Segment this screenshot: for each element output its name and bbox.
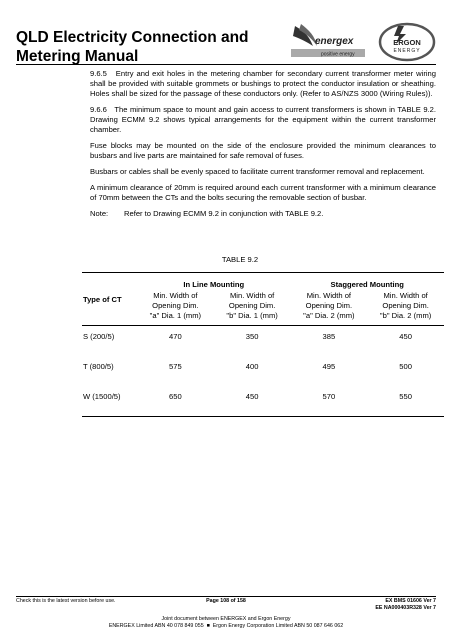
footer-divider [16, 596, 436, 597]
document-id-ergon: EE NA000403R328 Ver 7 [375, 605, 436, 611]
note-text: Refer to Drawing ECMM 9.2 in conjunction with TABLE 9.2. [124, 209, 324, 218]
table-cell: 550 [399, 392, 412, 401]
table-row [82, 326, 444, 357]
column-header-line: Opening Dim. [305, 301, 353, 310]
staggered-mounting-header: Staggered Mounting [330, 279, 404, 289]
energex-tagline: positive energy [321, 51, 355, 58]
paragraph-9-6-5: 9.6.5 Entry and exit holes in the metering chamber for secondary current transformer meter wiring shall be provided with suitable grommets or bushings to protect the conductor insulation or sheathing. Holes shall be sized for the passage of these conductors only. (Refer to AS/NZS 3000 (Wiring Rules)). [90, 69, 436, 98]
ergon-energy-logo [376, 22, 438, 62]
column-header-line: Min. Width of [306, 291, 352, 300]
table-cell: 470 [137, 326, 214, 357]
in-line-mounting-header: In Line Mounting [183, 279, 245, 289]
column-header-line: "b" Dia. 2 (mm) [379, 311, 432, 320]
header-divider [16, 64, 436, 65]
note [90, 209, 436, 219]
document-id-energex: EX BMS 01606 Ver 7 [385, 598, 436, 604]
type-of-ct-header: Type of CT [83, 294, 122, 304]
ct-type-cell: S (200/5) [82, 326, 137, 357]
joint-document-note: Joint document between ENERGEX and Ergon Energy [161, 616, 291, 622]
table-row [82, 356, 444, 386]
title-line-2: Metering Manual [16, 48, 139, 65]
ergon-wordmark: ERGON [393, 38, 421, 47]
ct-type-cell: W (1500/5) [83, 392, 121, 401]
title-line-1: QLD Electricity Connection and [16, 29, 249, 46]
table-cell: 500 [399, 362, 412, 371]
column-header-line: Opening Dim. [152, 301, 199, 310]
footer-row [16, 598, 436, 605]
page-title [16, 28, 276, 66]
version-check-note: Check this is the latest version before use. [16, 598, 116, 604]
column-header-line: "b" Dia. 1 (mm) [226, 311, 278, 320]
ct-type-cell: T (800/5) [83, 362, 114, 371]
column-header-line: Min. Width of [229, 291, 275, 300]
column-header-line: Min. Width of [153, 291, 198, 300]
table-cell: 450 [367, 326, 444, 357]
column-header-line: "a" Dia. 1 (mm) [149, 311, 202, 320]
column-header [291, 291, 368, 326]
page-number: Page 108 of 158 [206, 598, 246, 604]
paragraph-clearance: A minimum clearance of 20mm is required around each current transformer with a minimum clearance of 70mm between the CTs and the bolts securing the removable section of busbar. [90, 183, 436, 202]
column-header [137, 291, 214, 326]
column-header-line: Opening Dim. [382, 301, 429, 310]
table-cell: 450 [245, 392, 259, 401]
column-header [214, 291, 291, 326]
column-header [367, 291, 444, 326]
paragraph-busbars: Busbars or cables shall be evenly spaced to facilitate current transformer removal and replacement. [90, 167, 425, 176]
energex-wordmark: energex [315, 36, 354, 47]
note-label: Note: [90, 209, 109, 218]
paragraph-fuse-blocks: Fuse blocks may be mounted on the side of the enclosure provided the minimum clearances to busbars and live parts are maintained for safe removal of fuses. [90, 141, 436, 160]
table-cell: 570 [322, 392, 336, 401]
table-cell: 385 [291, 326, 368, 357]
company-abn-line: ENERGEX Limited ABN 40 078 849 055 ■ Ergon Energy Corporation Limited ABN 50 087 646 062 [108, 623, 344, 629]
paragraph-9-6-6: 9.6.6 The minimum space to mount and gain access to current transformers is shown in TABLE 9.2. Drawing ECMM 9.2 shows typical arrangements for the equipment within the current transformer chamber. [90, 105, 436, 134]
table-cell: 350 [214, 326, 291, 357]
table-caption: TABLE 9.2 [221, 255, 259, 264]
body-text [90, 69, 436, 219]
footer-row [16, 605, 436, 612]
column-header-line: Opening Dim. [228, 301, 276, 310]
table-cell: 575 [169, 362, 182, 371]
energex-logo [287, 22, 367, 60]
column-header-line: Min. Width of [383, 291, 428, 300]
table-cell: 495 [322, 362, 336, 371]
table-cell: 400 [245, 362, 259, 371]
table-cell: 650 [169, 392, 182, 401]
ct-clearance-table [82, 272, 444, 417]
table-row [82, 386, 444, 417]
ergon-energy-text: ENERGY [393, 48, 421, 54]
page-footer [16, 598, 436, 630]
column-header-line: "a" Dia. 2 (mm) [303, 311, 355, 320]
